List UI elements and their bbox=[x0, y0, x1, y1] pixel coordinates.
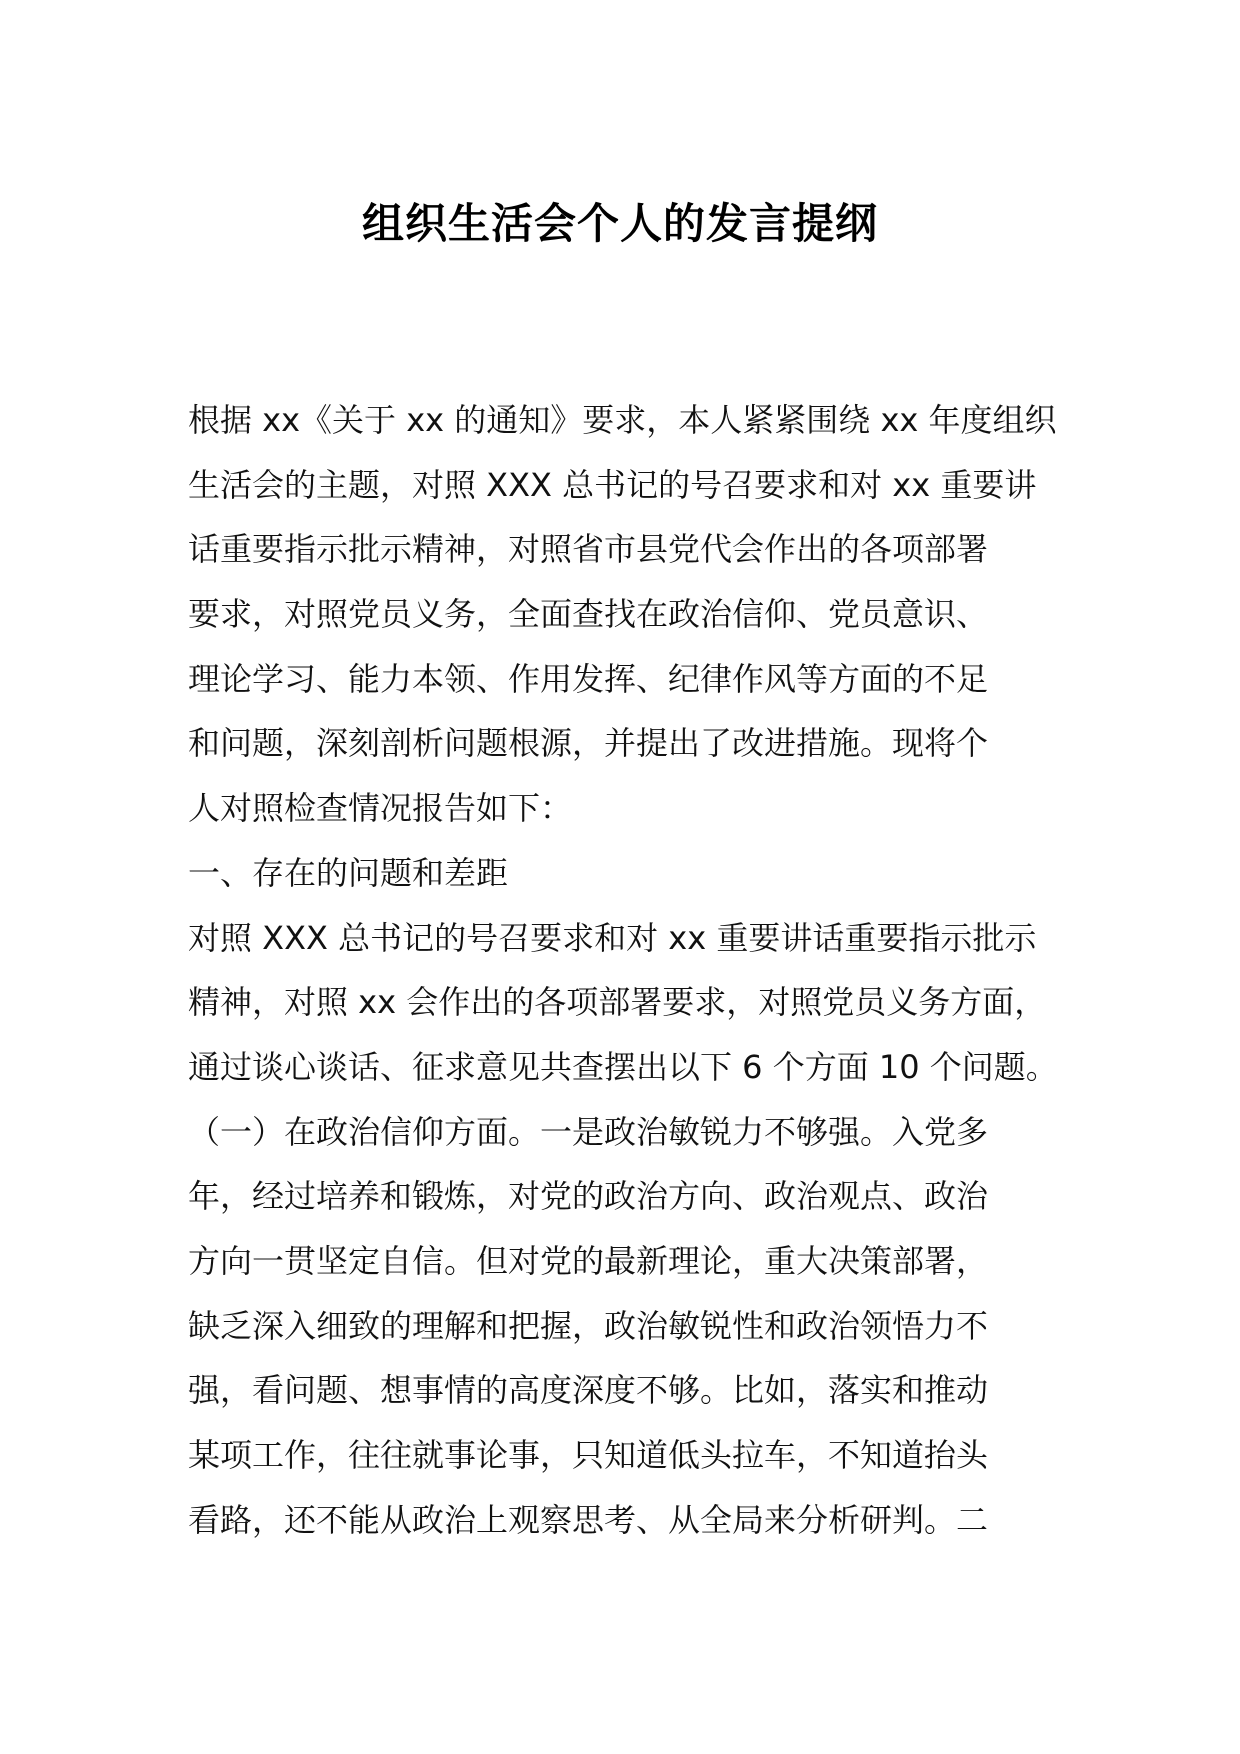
body-line: 人对照检查情况报告如下： bbox=[188, 789, 573, 828]
body-line: 精神，对照 xx 会作出的各项部署要求，对照党员义务方面， bbox=[188, 983, 1047, 1022]
body-line: 根据 xx《关于 xx 的通知》要求，本人紧紧围绕 xx 年度组织 bbox=[188, 401, 1057, 439]
body-line: 通过谈心谈话、征求意见共查摆出以下 6 个方面 10 个问题。 bbox=[188, 1047, 1058, 1086]
body-line: 对照 XXX 总书记的号召要求和对 xx 重要讲话重要指示批示 bbox=[188, 918, 1037, 957]
body-line: 年，经过培养和锻炼，对党的政治方向、政治观点、政治 bbox=[188, 1177, 989, 1216]
section-heading: 一、存在的问题和差距 bbox=[188, 853, 509, 892]
body-line: 某项工作，往往就事论事，只知道低头拉车，不知道抬头 bbox=[188, 1436, 989, 1474]
body-line: 话重要指示批示精神，对照省市县党代会作出的各项部署 bbox=[188, 530, 989, 569]
body-line: 缺乏深入细致的理解和把握，政治敏锐性和政治领悟力不 bbox=[188, 1306, 989, 1345]
document-body bbox=[188, 388, 1088, 1552]
body-line: 强，看问题、想事情的高度深度不够。比如，落实和推动 bbox=[188, 1371, 989, 1410]
body-line: 和问题，深刻剖析问题根源，并提出了改进措施。现将个 bbox=[188, 724, 989, 763]
body-line: 要求，对照党员义务，全面查找在政治信仰、党员意识、 bbox=[188, 595, 989, 634]
body-line: 看路，还不能从政治上观察思考、从全局来分析研判。二 bbox=[188, 1500, 989, 1539]
body-line: 方向一贯坚定自信。但对党的最新理论，重大决策部署， bbox=[188, 1241, 989, 1280]
body-line: （一）在政治信仰方面。一是政治敏锐力不够强。入党多 bbox=[188, 1112, 989, 1151]
body-line: 理论学习、能力本领、作用发挥、纪律作风等方面的不足 bbox=[188, 659, 989, 698]
body-line: 生活会的主题，对照 XXX 总书记的号召要求和对 xx 重要讲 bbox=[188, 465, 1037, 504]
document-title: 组织生活会个人的发言提纲 bbox=[361, 199, 878, 248]
